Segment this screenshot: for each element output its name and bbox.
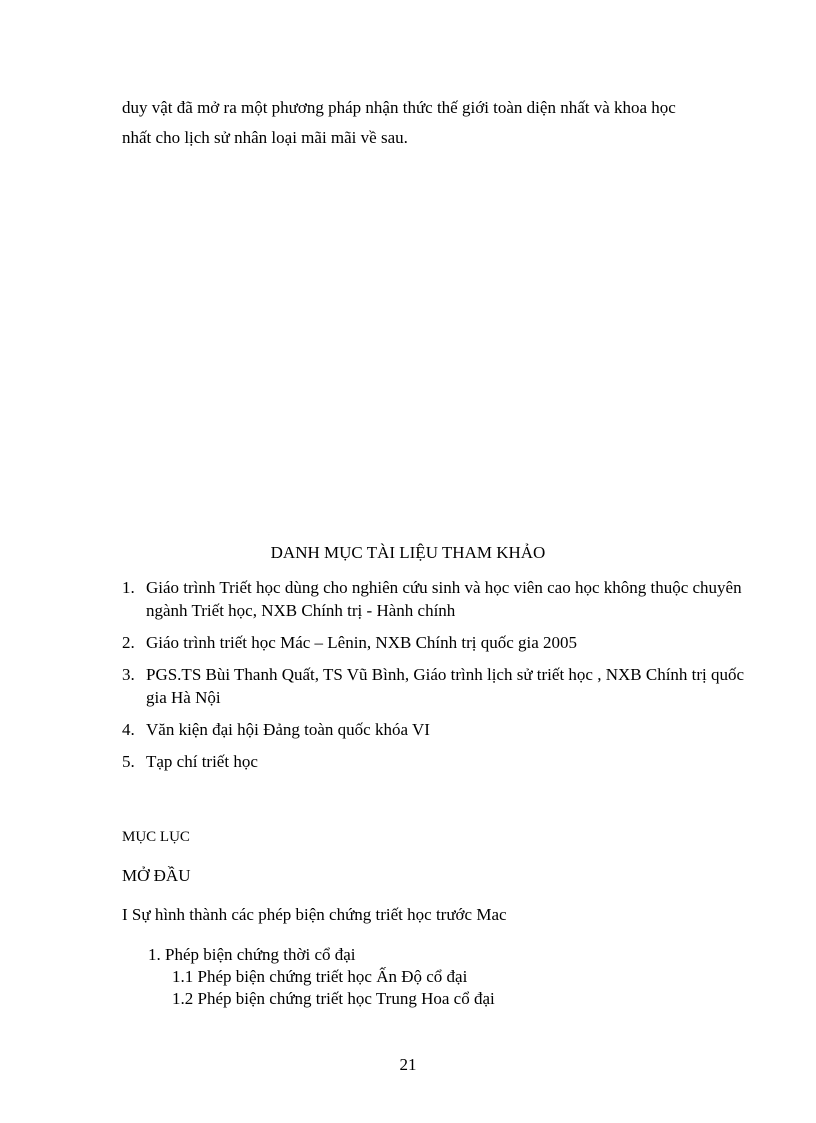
intro-line-1: duy vật đã mở ra một phương pháp nhận thức thế giới toàn diện nhất và khoa học [122,98,676,117]
toc-title: MỤC LỤC [122,829,190,845]
toc-item-1-2: 1.2 Phép biện chứng triết học Trung Hoa cổ đại [172,989,495,1008]
toc-item-1: 1. Phép biện chứng thời cổ đại [148,945,356,964]
reference-number: 3. [122,665,135,684]
reference-text: Giáo trình triết học Mác – Lênin, NXB Chính trị quốc gia 2005 [146,633,578,652]
reference-number: 2. [122,633,135,652]
reference-number: 1. [122,578,135,597]
page-number: 21 [399,1055,417,1074]
references-title: DANH MỤC TÀI LIỆU THAM KHẢO [270,543,546,562]
reference-item [122,631,762,654]
reference-item [122,663,762,709]
intro-line-2: nhất cho lịch sử nhân loại mãi mãi về sau. [122,128,408,147]
reference-text: PGS.TS Bùi Thanh Quất, TS Vũ Bình, Giáo trình lịch sử triết học , NXB Chính trị quốc gia Hà Nội [146,665,745,707]
toc-opening: MỞ ĐẦU [122,866,191,885]
reference-item [122,718,762,741]
reference-text: Tạp chí triết học [146,752,258,771]
toc-item-1-1: 1.1 Phép biện chứng triết học Ấn Độ cổ đại [172,967,468,986]
reference-text: Giáo trình Triết học dùng cho nghiên cứu sinh và học viên cao học không thuộc chuyên ngành Triết học, NXB Chính trị - Hành chính [146,578,742,620]
reference-number: 5. [122,752,135,771]
reference-text: Văn kiện đại hội Đảng toàn quốc khóa VI [146,720,430,739]
reference-item [122,576,762,622]
reference-number: 4. [122,720,135,739]
references-list [122,576,762,782]
intro-paragraph [122,93,762,153]
reference-item [122,750,762,773]
toc-section-1: I Sự hình thành các phép biện chứng triết học trước Mac [122,905,507,924]
